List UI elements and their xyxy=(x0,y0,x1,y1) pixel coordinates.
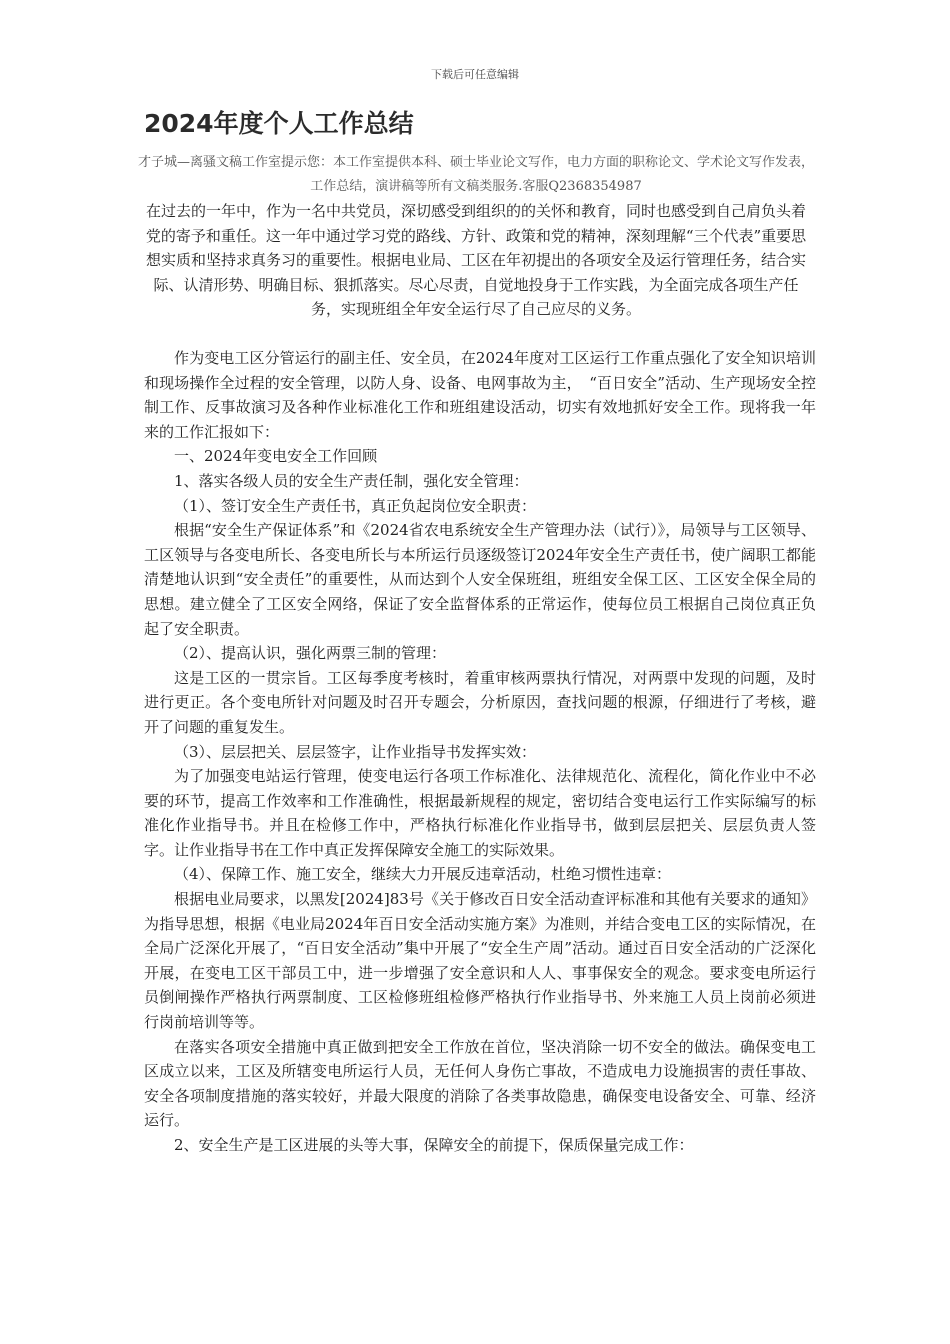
intro-paragraph: 在过去的一年中，作为一名中共党员，深切感受到组织的的关怀和教育，同时也感受到自己肩负头着党的寄予和重任。这一年中通过学习党的路线、方针、政策和党的精神，深刻理解“三个代表”重要思想实质和坚持求真务习的重要性。根据电业局、工区在年初提出的各项安全及运行管理任务，结合实际、认清形势、明确目标、狠抓落实。尽心尽责，自觉地投身于工作实践，为全面完成各项生产任务，实现班组全年安全运行尽了自己应尽的义务。 xyxy=(145,202,807,318)
item-heading: （1）、签订安全生产责任书，真正负起岗位安全职责： xyxy=(174,496,537,515)
advertisement-note: 才子城—离骚文稿工作室提示您：本工作室提供本科、硕士毕业论文写作，电力方面的职称论文、学术论文写作发表，工作总结，演讲稿等所有文稿类服务.客服Q2368354987 xyxy=(138,155,815,194)
section-heading: 一、2024年变电安全工作回顾 xyxy=(174,447,378,466)
subsection-heading: 2、安全生产是工区进展的头等大事，保障安全的前提下，保质保量完成工作： xyxy=(174,1136,694,1154)
body-paragraph: 根据“安全生产保证体系”和《2024省农电系统安全生产管理办法（试行）》，局领导与工区领导、工区领导与各变电所长、各变电所长与本所运行员逐级签订2024年安全生产责任书，使广阔职工都能清楚地认识到“安全责任”的重要性，从而达到个人安全保班组，班组安全保工区、工区安全保全局的思想。建立健全了工区安全网络，保证了安全监督体系的正常运作，使每位员工根据自己岗位真正负起了安全职责。 xyxy=(144,521,816,638)
item-heading: （4）、保障工作、施工安全，继续大力开展反违章活动，杜绝习惯性违章： xyxy=(174,865,672,884)
body-paragraph: 在落实各项安全措施中真正做到把安全工作放在首位，坚决消除一切不安全的做法。确保变电工区成立以来，工区及所辖变电所运行人员，无任何人身伤亡事故，不造成电力设施损害的责任事故、安全各项制度措施的落实较好，并最大限度的消除了各类事故隐患，确保变电设备安全、可靠、经济运行。 xyxy=(144,1037,816,1130)
body-paragraph: 这是工区的一贯宗旨。工区每季度考核时，着重审核两票执行情况，对两票中发现的问题，及时进行更正。各个变电所针对问题及时召开专题会，分析原因，查找问题的根源，仔细进行了考核，避开了问题的重复发生。 xyxy=(144,668,816,736)
body-paragraph: 为了加强变电站运行管理，使变电运行各项工作标准化、法律规范化、流程化，简化作业中不必要的环节，提高工作效率和工作准确性，根据最新规程的规定，密切结合变电运行工作实际编写的标准化作业指导书。并且在检修工作中，严格执行标准化作业指导书，做到层层把关、层层负责人签字。让作业指导书在工作中真正发挥保障安全施工的实际效果。 xyxy=(144,767,816,859)
item-heading: （2）、提高认识，强化两票三制的管理： xyxy=(174,644,447,663)
document-body xyxy=(144,346,816,1158)
body-paragraph: 根据电业局要求，以黑发[2024]83号《关于修改百日安全活动查评标准和其他有关要求的通知》为指导思想，根据《电业局2024年百日安全活动实施方案》为准则，并结合变电工区的实际情况，在全局广泛深化开展了，“百日安全活动”集中开展了“安全生产周”活动。通过百日安全活动的广泛深化开展，在变电工区干部员工中，进一步增强了安全意识和人人、事事保安全的观念。要求变电所运行员倒闸操作严格执行两票制度、工区检修班组检修严格执行作业指导书、外来施工人员上岗前必须进行岗前培训等等。 xyxy=(144,890,816,1032)
subsection-heading: 1、落实各级人员的安全生产责任制，强化安全管理： xyxy=(174,471,529,490)
body-paragraph: 作为变电工区分管运行的副主任、安全员，在2024年度对工区运行工作重点强化了安全知识培训和现场操作全过程的安全管理，以防人身、设备、电网事故为主， “百日安全”活动、生产现场安全控制工作、反事故演习及各种作业标准化工作和班组建设活动，切实有效地抓好安全工作。现将我一年来的工作汇报如下： xyxy=(144,349,816,441)
item-heading: （3）、层层把关、层层签字，让作业指导书发挥实效： xyxy=(174,742,537,761)
document-title: 2024年度个人工作总结 xyxy=(144,109,414,138)
header-note: 下载后可任意编辑 xyxy=(431,68,519,81)
